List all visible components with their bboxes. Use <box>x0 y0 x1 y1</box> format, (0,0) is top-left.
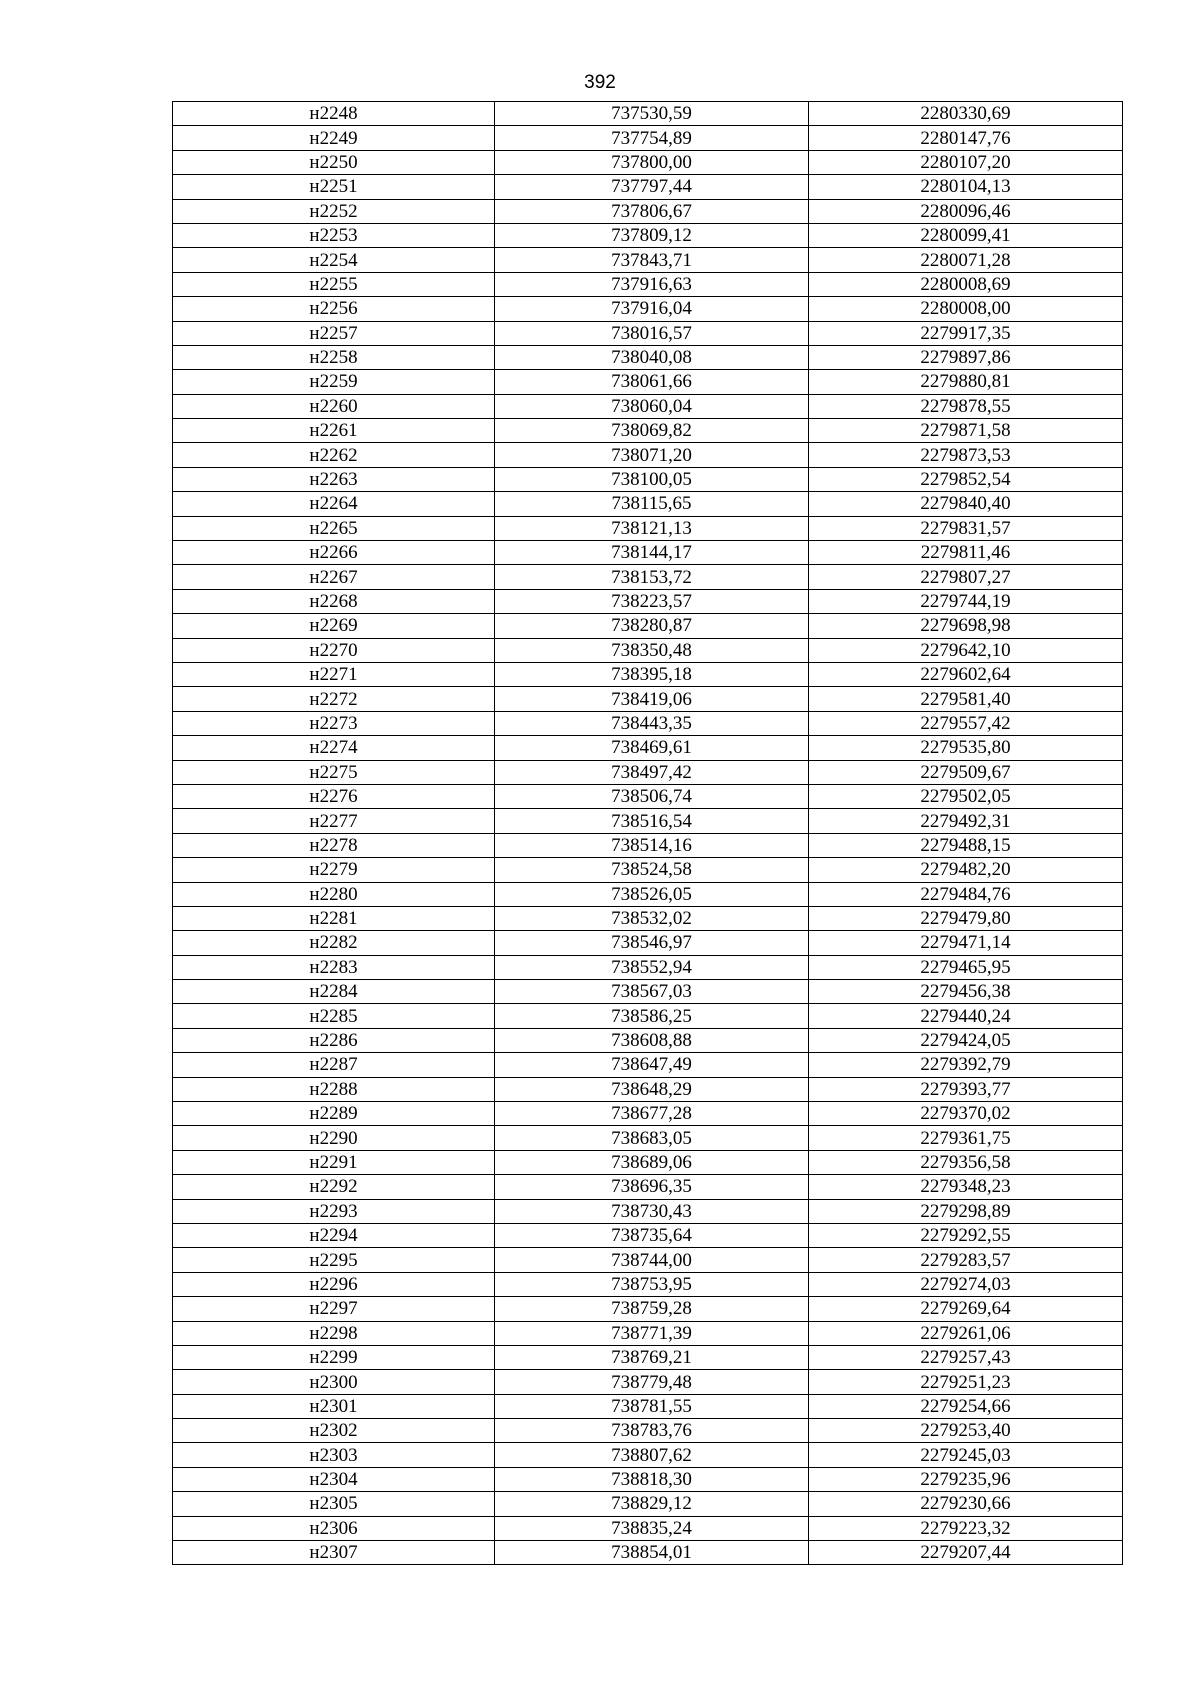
x-coordinate-cell: 737916,04 <box>495 297 809 321</box>
point-id-cell: н2265 <box>173 516 495 540</box>
table-row <box>173 1467 1123 1491</box>
x-coordinate-cell: 738779,48 <box>495 1370 809 1394</box>
y-coordinate-cell: 2279502,05 <box>809 784 1123 808</box>
y-coordinate-cell: 2279698,98 <box>809 614 1123 638</box>
table-row <box>173 1516 1123 1540</box>
y-coordinate-cell: 2279393,77 <box>809 1077 1123 1101</box>
y-coordinate-cell: 2279251,23 <box>809 1370 1123 1394</box>
point-id-cell: н2253 <box>173 223 495 247</box>
x-coordinate-cell: 738121,13 <box>495 516 809 540</box>
x-coordinate-cell: 738100,05 <box>495 467 809 491</box>
table-row <box>173 833 1123 857</box>
y-coordinate-cell: 2280147,76 <box>809 126 1123 150</box>
x-coordinate-cell: 738586,25 <box>495 1004 809 1028</box>
x-coordinate-cell: 738060,04 <box>495 394 809 418</box>
table-row <box>173 1199 1123 1223</box>
table-row <box>173 345 1123 369</box>
table-row <box>173 321 1123 345</box>
table-row <box>173 955 1123 979</box>
x-coordinate-cell: 738759,28 <box>495 1297 809 1321</box>
y-coordinate-cell: 2279917,35 <box>809 321 1123 345</box>
y-coordinate-cell: 2279488,15 <box>809 833 1123 857</box>
x-coordinate-cell: 738526,05 <box>495 882 809 906</box>
table-row <box>173 662 1123 686</box>
point-id-cell: н2304 <box>173 1467 495 1491</box>
x-coordinate-cell: 738395,18 <box>495 662 809 686</box>
y-coordinate-cell: 2280096,46 <box>809 199 1123 223</box>
table-row <box>173 1321 1123 1345</box>
y-coordinate-cell: 2279245,03 <box>809 1443 1123 1467</box>
y-coordinate-cell: 2279642,10 <box>809 638 1123 662</box>
y-coordinate-cell: 2279840,40 <box>809 492 1123 516</box>
table-row <box>173 760 1123 784</box>
x-coordinate-cell: 737530,59 <box>495 102 809 126</box>
table-row <box>173 1492 1123 1516</box>
point-id-cell: н2277 <box>173 809 495 833</box>
x-coordinate-cell: 738061,66 <box>495 370 809 394</box>
x-coordinate-cell: 738818,30 <box>495 1467 809 1491</box>
x-coordinate-cell: 738683,05 <box>495 1126 809 1150</box>
table-row <box>173 370 1123 394</box>
y-coordinate-cell: 2280099,41 <box>809 223 1123 247</box>
table-row <box>173 1028 1123 1052</box>
y-coordinate-cell: 2279440,24 <box>809 1004 1123 1028</box>
y-coordinate-cell: 2279424,05 <box>809 1028 1123 1052</box>
coordinates-table <box>172 101 1123 1565</box>
y-coordinate-cell: 2279269,64 <box>809 1297 1123 1321</box>
x-coordinate-cell: 738567,03 <box>495 980 809 1004</box>
table-row <box>173 1175 1123 1199</box>
table-row <box>173 126 1123 150</box>
x-coordinate-cell: 738807,62 <box>495 1443 809 1467</box>
y-coordinate-cell: 2279298,89 <box>809 1199 1123 1223</box>
table-row <box>173 223 1123 247</box>
table-row <box>173 980 1123 1004</box>
point-id-cell: н2278 <box>173 833 495 857</box>
point-id-cell: н2300 <box>173 1370 495 1394</box>
point-id-cell: н2293 <box>173 1199 495 1223</box>
table-row <box>173 858 1123 882</box>
y-coordinate-cell: 2279602,64 <box>809 662 1123 686</box>
x-coordinate-cell: 738532,02 <box>495 906 809 930</box>
table-row <box>173 1297 1123 1321</box>
y-coordinate-cell: 2279871,58 <box>809 419 1123 443</box>
table-row <box>173 175 1123 199</box>
x-coordinate-cell: 738608,88 <box>495 1028 809 1052</box>
point-id-cell: н2269 <box>173 614 495 638</box>
table-row <box>173 736 1123 760</box>
point-id-cell: н2303 <box>173 1443 495 1467</box>
table-row <box>173 1272 1123 1296</box>
y-coordinate-cell: 2279831,57 <box>809 516 1123 540</box>
coordinates-table-body <box>173 102 1123 1565</box>
table-row <box>173 1004 1123 1028</box>
x-coordinate-cell: 738744,00 <box>495 1248 809 1272</box>
point-id-cell: н2266 <box>173 541 495 565</box>
point-id-cell: н2274 <box>173 736 495 760</box>
x-coordinate-cell: 737916,63 <box>495 272 809 296</box>
y-coordinate-cell: 2279456,38 <box>809 980 1123 1004</box>
y-coordinate-cell: 2279274,03 <box>809 1272 1123 1296</box>
y-coordinate-cell: 2279254,66 <box>809 1394 1123 1418</box>
table-row <box>173 150 1123 174</box>
point-id-cell: н2290 <box>173 1126 495 1150</box>
table-row <box>173 467 1123 491</box>
table-row <box>173 541 1123 565</box>
point-id-cell: н2307 <box>173 1541 495 1565</box>
point-id-cell: н2263 <box>173 467 495 491</box>
table-row <box>173 248 1123 272</box>
table-row <box>173 272 1123 296</box>
point-id-cell: н2260 <box>173 394 495 418</box>
table-row <box>173 1541 1123 1565</box>
x-coordinate-cell: 737754,89 <box>495 126 809 150</box>
point-id-cell: н2305 <box>173 1492 495 1516</box>
x-coordinate-cell: 738071,20 <box>495 443 809 467</box>
x-coordinate-cell: 737806,67 <box>495 199 809 223</box>
page-number: 392 <box>584 72 616 93</box>
x-coordinate-cell: 738350,48 <box>495 638 809 662</box>
y-coordinate-cell: 2280008,00 <box>809 297 1123 321</box>
y-coordinate-cell: 2280104,13 <box>809 175 1123 199</box>
point-id-cell: н2282 <box>173 931 495 955</box>
y-coordinate-cell: 2279880,81 <box>809 370 1123 394</box>
y-coordinate-cell: 2279361,75 <box>809 1126 1123 1150</box>
x-coordinate-cell: 738552,94 <box>495 955 809 979</box>
point-id-cell: н2296 <box>173 1272 495 1296</box>
y-coordinate-cell: 2279253,40 <box>809 1419 1123 1443</box>
point-id-cell: н2250 <box>173 150 495 174</box>
x-coordinate-cell: 738223,57 <box>495 589 809 613</box>
point-id-cell: н2289 <box>173 1102 495 1126</box>
point-id-cell: н2286 <box>173 1028 495 1052</box>
table-row <box>173 419 1123 443</box>
point-id-cell: н2252 <box>173 199 495 223</box>
x-coordinate-cell: 738069,82 <box>495 419 809 443</box>
y-coordinate-cell: 2279509,67 <box>809 760 1123 784</box>
table-row <box>173 102 1123 126</box>
y-coordinate-cell: 2279230,66 <box>809 1492 1123 1516</box>
point-id-cell: н2299 <box>173 1345 495 1369</box>
x-coordinate-cell: 738144,17 <box>495 541 809 565</box>
x-coordinate-cell: 738854,01 <box>495 1541 809 1565</box>
table-row <box>173 1419 1123 1443</box>
point-id-cell: н2306 <box>173 1516 495 1540</box>
x-coordinate-cell: 738419,06 <box>495 687 809 711</box>
point-id-cell: н2283 <box>173 955 495 979</box>
y-coordinate-cell: 2279535,80 <box>809 736 1123 760</box>
point-id-cell: н2272 <box>173 687 495 711</box>
x-coordinate-cell: 738506,74 <box>495 784 809 808</box>
point-id-cell: н2264 <box>173 492 495 516</box>
y-coordinate-cell: 2279811,46 <box>809 541 1123 565</box>
table-row <box>173 614 1123 638</box>
table-row <box>173 809 1123 833</box>
table-row <box>173 1053 1123 1077</box>
x-coordinate-cell: 738783,76 <box>495 1419 809 1443</box>
table-row <box>173 1248 1123 1272</box>
y-coordinate-cell: 2279479,80 <box>809 906 1123 930</box>
point-id-cell: н2280 <box>173 882 495 906</box>
point-id-cell: н2275 <box>173 760 495 784</box>
point-id-cell: н2256 <box>173 297 495 321</box>
point-id-cell: н2279 <box>173 858 495 882</box>
point-id-cell: н2258 <box>173 345 495 369</box>
x-coordinate-cell: 738677,28 <box>495 1102 809 1126</box>
point-id-cell: н2281 <box>173 906 495 930</box>
y-coordinate-cell: 2279852,54 <box>809 467 1123 491</box>
y-coordinate-cell: 2279878,55 <box>809 394 1123 418</box>
y-coordinate-cell: 2280071,28 <box>809 248 1123 272</box>
x-coordinate-cell: 738648,29 <box>495 1077 809 1101</box>
table-row <box>173 687 1123 711</box>
y-coordinate-cell: 2279257,43 <box>809 1345 1123 1369</box>
table-row <box>173 297 1123 321</box>
table-row <box>173 1126 1123 1150</box>
y-coordinate-cell: 2279484,76 <box>809 882 1123 906</box>
point-id-cell: н2251 <box>173 175 495 199</box>
y-coordinate-cell: 2279223,32 <box>809 1516 1123 1540</box>
y-coordinate-cell: 2280330,69 <box>809 102 1123 126</box>
x-coordinate-cell: 738781,55 <box>495 1394 809 1418</box>
x-coordinate-cell: 737843,71 <box>495 248 809 272</box>
table-row <box>173 711 1123 735</box>
point-id-cell: н2248 <box>173 102 495 126</box>
point-id-cell: н2254 <box>173 248 495 272</box>
table-row <box>173 199 1123 223</box>
x-coordinate-cell: 737800,00 <box>495 150 809 174</box>
x-coordinate-cell: 738696,35 <box>495 1175 809 1199</box>
y-coordinate-cell: 2279557,42 <box>809 711 1123 735</box>
y-coordinate-cell: 2279261,06 <box>809 1321 1123 1345</box>
y-coordinate-cell: 2279235,96 <box>809 1467 1123 1491</box>
point-id-cell: н2257 <box>173 321 495 345</box>
point-id-cell: н2267 <box>173 565 495 589</box>
y-coordinate-cell: 2280107,20 <box>809 150 1123 174</box>
x-coordinate-cell: 738115,65 <box>495 492 809 516</box>
y-coordinate-cell: 2279283,57 <box>809 1248 1123 1272</box>
y-coordinate-cell: 2279471,14 <box>809 931 1123 955</box>
point-id-cell: н2292 <box>173 1175 495 1199</box>
point-id-cell: н2270 <box>173 638 495 662</box>
point-id-cell: н2261 <box>173 419 495 443</box>
table-row <box>173 784 1123 808</box>
point-id-cell: н2285 <box>173 1004 495 1028</box>
table-row <box>173 1370 1123 1394</box>
x-coordinate-cell: 737797,44 <box>495 175 809 199</box>
table-row <box>173 1102 1123 1126</box>
table-row <box>173 1077 1123 1101</box>
x-coordinate-cell: 738689,06 <box>495 1150 809 1174</box>
table-row <box>173 1150 1123 1174</box>
point-id-cell: н2288 <box>173 1077 495 1101</box>
table-row <box>173 565 1123 589</box>
x-coordinate-cell: 738469,61 <box>495 736 809 760</box>
point-id-cell: н2302 <box>173 1419 495 1443</box>
point-id-cell: н2301 <box>173 1394 495 1418</box>
y-coordinate-cell: 2279207,44 <box>809 1541 1123 1565</box>
y-coordinate-cell: 2279370,02 <box>809 1102 1123 1126</box>
x-coordinate-cell: 738016,57 <box>495 321 809 345</box>
y-coordinate-cell: 2279744,19 <box>809 589 1123 613</box>
table-row <box>173 1223 1123 1247</box>
x-coordinate-cell: 738514,16 <box>495 833 809 857</box>
y-coordinate-cell: 2279348,23 <box>809 1175 1123 1199</box>
table-row <box>173 906 1123 930</box>
y-coordinate-cell: 2279392,79 <box>809 1053 1123 1077</box>
table-row <box>173 516 1123 540</box>
x-coordinate-cell: 737809,12 <box>495 223 809 247</box>
point-id-cell: н2287 <box>173 1053 495 1077</box>
table-row <box>173 931 1123 955</box>
y-coordinate-cell: 2280008,69 <box>809 272 1123 296</box>
x-coordinate-cell: 738769,21 <box>495 1345 809 1369</box>
point-id-cell: н2284 <box>173 980 495 1004</box>
y-coordinate-cell: 2279581,40 <box>809 687 1123 711</box>
y-coordinate-cell: 2279356,58 <box>809 1150 1123 1174</box>
point-id-cell: н2294 <box>173 1223 495 1247</box>
x-coordinate-cell: 738647,49 <box>495 1053 809 1077</box>
table-row <box>173 443 1123 467</box>
table-row <box>173 589 1123 613</box>
y-coordinate-cell: 2279807,27 <box>809 565 1123 589</box>
table-row <box>173 394 1123 418</box>
point-id-cell: н2259 <box>173 370 495 394</box>
table-row <box>173 1394 1123 1418</box>
table-row <box>173 638 1123 662</box>
x-coordinate-cell: 738735,64 <box>495 1223 809 1247</box>
x-coordinate-cell: 738771,39 <box>495 1321 809 1345</box>
x-coordinate-cell: 738730,43 <box>495 1199 809 1223</box>
y-coordinate-cell: 2279465,95 <box>809 955 1123 979</box>
point-id-cell: н2297 <box>173 1297 495 1321</box>
y-coordinate-cell: 2279482,20 <box>809 858 1123 882</box>
table-row <box>173 1443 1123 1467</box>
x-coordinate-cell: 738280,87 <box>495 614 809 638</box>
x-coordinate-cell: 738516,54 <box>495 809 809 833</box>
x-coordinate-cell: 738829,12 <box>495 1492 809 1516</box>
point-id-cell: н2298 <box>173 1321 495 1345</box>
point-id-cell: н2255 <box>173 272 495 296</box>
table-row <box>173 492 1123 516</box>
point-id-cell: н2268 <box>173 589 495 613</box>
x-coordinate-cell: 738443,35 <box>495 711 809 735</box>
point-id-cell: н2249 <box>173 126 495 150</box>
table-row <box>173 882 1123 906</box>
x-coordinate-cell: 738497,42 <box>495 760 809 784</box>
y-coordinate-cell: 2279292,55 <box>809 1223 1123 1247</box>
point-id-cell: н2276 <box>173 784 495 808</box>
y-coordinate-cell: 2279897,86 <box>809 345 1123 369</box>
point-id-cell: н2291 <box>173 1150 495 1174</box>
y-coordinate-cell: 2279873,53 <box>809 443 1123 467</box>
point-id-cell: н2262 <box>173 443 495 467</box>
x-coordinate-cell: 738153,72 <box>495 565 809 589</box>
x-coordinate-cell: 738835,24 <box>495 1516 809 1540</box>
point-id-cell: н2271 <box>173 662 495 686</box>
x-coordinate-cell: 738040,08 <box>495 345 809 369</box>
x-coordinate-cell: 738546,97 <box>495 931 809 955</box>
x-coordinate-cell: 738753,95 <box>495 1272 809 1296</box>
point-id-cell: н2295 <box>173 1248 495 1272</box>
y-coordinate-cell: 2279492,31 <box>809 809 1123 833</box>
table-row <box>173 1345 1123 1369</box>
x-coordinate-cell: 738524,58 <box>495 858 809 882</box>
point-id-cell: н2273 <box>173 711 495 735</box>
